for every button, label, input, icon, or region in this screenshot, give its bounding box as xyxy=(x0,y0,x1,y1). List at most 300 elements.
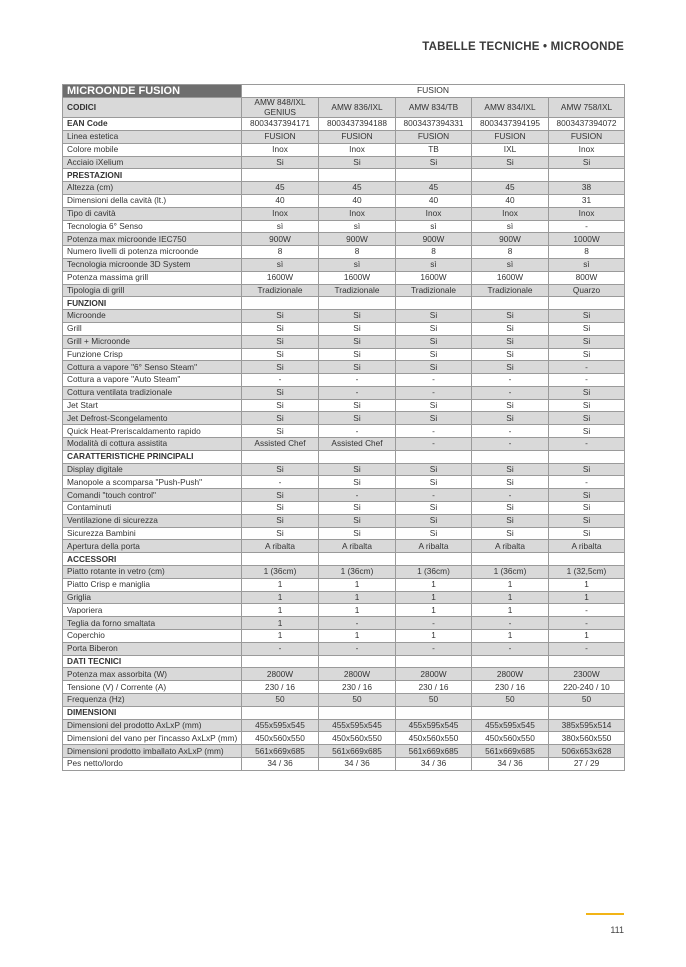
table-row xyxy=(63,630,625,643)
empty-cell xyxy=(549,655,625,668)
table-row xyxy=(63,732,625,745)
row-label: Modalità di cottura assistita xyxy=(63,438,242,451)
table-cell: Si xyxy=(549,322,625,335)
table-row xyxy=(63,425,625,438)
table-cell: Inox xyxy=(549,143,625,156)
table-cell: 1 xyxy=(396,591,472,604)
row-label: Grill + Microonde xyxy=(63,335,242,348)
table-cell: 2800W xyxy=(242,668,319,681)
table-cell: Si xyxy=(472,348,549,361)
table-cell: - xyxy=(319,386,396,399)
table-cell: 561x669x685 xyxy=(242,745,319,758)
table-cell: Si xyxy=(242,361,319,374)
table-cell: 1000W xyxy=(549,233,625,246)
table-cell: 900W xyxy=(319,233,396,246)
table-row xyxy=(63,258,625,271)
table-cell: Inox xyxy=(319,143,396,156)
table-cell: - xyxy=(472,438,549,451)
table-cell: Si xyxy=(472,476,549,489)
table-cell: 1 xyxy=(242,604,319,617)
empty-cell xyxy=(319,450,396,463)
table-title-row xyxy=(63,85,625,98)
table-cell: 1 xyxy=(242,578,319,591)
table-cell: Si xyxy=(472,310,549,323)
table-cell: 230 / 16 xyxy=(242,681,319,694)
row-label: Altezza (cm) xyxy=(63,182,242,195)
empty-cell xyxy=(242,553,319,566)
table-cell: sì xyxy=(549,258,625,271)
row-label: Dimensioni del prodotto AxLxP (mm) xyxy=(63,719,242,732)
table-cell: Si xyxy=(396,310,472,323)
table-cell: - xyxy=(242,374,319,387)
table-cell: 900W xyxy=(472,233,549,246)
table-cell: Si xyxy=(396,348,472,361)
section-title: DIMENSIONI xyxy=(63,706,242,719)
table-cell: Si xyxy=(319,502,396,515)
table-row xyxy=(63,668,625,681)
table-cell: 1600W xyxy=(242,271,319,284)
table-cell: - xyxy=(472,617,549,630)
section-header-row xyxy=(63,706,625,719)
table-cell: 34 / 36 xyxy=(396,758,472,771)
table-row xyxy=(63,412,625,425)
table-row xyxy=(63,463,625,476)
table-cell: Tradizionale xyxy=(472,284,549,297)
table-cell: Si xyxy=(549,425,625,438)
table-cell: 1 (36cm) xyxy=(472,566,549,579)
table-cell: - xyxy=(549,361,625,374)
table-row xyxy=(63,194,625,207)
table-cell: - xyxy=(472,425,549,438)
table-cell: 50 xyxy=(242,694,319,707)
table-cell: sì xyxy=(242,258,319,271)
table-cell: 1 xyxy=(396,578,472,591)
table-cell: Si xyxy=(472,156,549,169)
table-cell: Si xyxy=(319,348,396,361)
row-label: Quick Heat-Preriscaldamento rapido xyxy=(63,425,242,438)
table-row xyxy=(63,476,625,489)
table-row xyxy=(63,348,625,361)
empty-cell xyxy=(396,297,472,310)
empty-cell xyxy=(549,553,625,566)
table-cell: - xyxy=(396,386,472,399)
table-cell: 1 xyxy=(396,630,472,643)
table-cell: 1600W xyxy=(472,271,549,284)
table-cell: Si xyxy=(396,335,472,348)
table-cell: Si xyxy=(396,476,472,489)
table-cell: Si xyxy=(242,348,319,361)
row-label: Dimensioni prodotto imballato AxLxP (mm) xyxy=(63,745,242,758)
empty-cell xyxy=(396,706,472,719)
table-cell: Tradizionale xyxy=(242,284,319,297)
table-row xyxy=(63,617,625,630)
empty-cell xyxy=(549,450,625,463)
table-cell: sì xyxy=(396,258,472,271)
table-cell: 2800W xyxy=(472,668,549,681)
table-cell: - xyxy=(472,642,549,655)
table-cell: 27 / 29 xyxy=(549,758,625,771)
table-cell: Si xyxy=(319,412,396,425)
table-cell: Si xyxy=(549,348,625,361)
table-cell: 8003437394331 xyxy=(396,118,472,131)
table-cell: 40 xyxy=(242,194,319,207)
table-cell: Si xyxy=(472,514,549,527)
table-cell: Si xyxy=(396,361,472,374)
table-cell: 380x560x550 xyxy=(549,732,625,745)
table-row xyxy=(63,438,625,451)
row-label: Jet Defrost-Scongelamento xyxy=(63,412,242,425)
table-cell: Si xyxy=(319,463,396,476)
table-cell: Si xyxy=(319,322,396,335)
table-cell: Si xyxy=(396,412,472,425)
empty-cell xyxy=(319,655,396,668)
table-cell: 385x595x514 xyxy=(549,719,625,732)
empty-cell xyxy=(396,553,472,566)
table-cell: Si xyxy=(242,514,319,527)
empty-cell xyxy=(242,450,319,463)
table-cell: 8003437394188 xyxy=(319,118,396,131)
table-cell: FUSION xyxy=(472,130,549,143)
empty-cell xyxy=(549,169,625,182)
table-cell: Si xyxy=(549,514,625,527)
row-label: Griglia xyxy=(63,591,242,604)
table-cell: - xyxy=(549,642,625,655)
table-cell: 8003437394072 xyxy=(549,118,625,131)
table-cell: 8 xyxy=(396,246,472,259)
model-group-label: FUSION xyxy=(242,85,625,98)
section-title: ACCESSORI xyxy=(63,553,242,566)
table-row xyxy=(63,514,625,527)
table-row xyxy=(63,233,625,246)
row-label: Colore mobile xyxy=(63,143,242,156)
row-label: Dimensioni della cavità (lt.) xyxy=(63,194,242,207)
table-cell: FUSION xyxy=(242,130,319,143)
table-cell: 40 xyxy=(396,194,472,207)
table-cell: - xyxy=(549,438,625,451)
table-cell: Si xyxy=(242,425,319,438)
row-label: Porta Biberon xyxy=(63,642,242,655)
table-row xyxy=(63,374,625,387)
table-cell: Si xyxy=(396,399,472,412)
row-label: Dimensioni del vano per l'incasso AxLxP (mm) xyxy=(63,732,242,745)
table-cell: Si xyxy=(242,502,319,515)
model-header: AMW 836/IXL xyxy=(319,98,396,118)
table-cell: Si xyxy=(319,361,396,374)
table-cell: 8 xyxy=(549,246,625,259)
empty-cell xyxy=(472,655,549,668)
model-header: AMW 848/IXL GENIUS xyxy=(242,98,319,118)
table-row xyxy=(63,540,625,553)
row-label: Contaminuti xyxy=(63,502,242,515)
table-cell: A ribalta xyxy=(472,540,549,553)
table-cell: Si xyxy=(319,335,396,348)
table-cell: - xyxy=(396,642,472,655)
table-cell: 50 xyxy=(319,694,396,707)
table-cell: Si xyxy=(549,310,625,323)
table-row xyxy=(63,489,625,502)
table-cell: 220-240 / 10 xyxy=(549,681,625,694)
table-cell: 1 xyxy=(242,630,319,643)
table-cell: 1 xyxy=(319,630,396,643)
table-row xyxy=(63,271,625,284)
table-cell: Tradizionale xyxy=(396,284,472,297)
table-cell: Si xyxy=(472,335,549,348)
table-cell: Si xyxy=(472,399,549,412)
section-title: DATI TECNICI xyxy=(63,655,242,668)
table-cell: sì xyxy=(396,220,472,233)
table-cell: Si xyxy=(242,399,319,412)
table-cell: Si xyxy=(242,463,319,476)
table-cell: TB xyxy=(396,143,472,156)
table-cell: Si xyxy=(396,156,472,169)
table-title: MICROONDE FUSION xyxy=(63,85,242,98)
table-cell: - xyxy=(319,489,396,502)
table-cell: 2800W xyxy=(319,668,396,681)
table-cell: 45 xyxy=(396,182,472,195)
table-cell: Si xyxy=(549,386,625,399)
table-cell: 900W xyxy=(242,233,319,246)
table-cell: - xyxy=(472,374,549,387)
table-cell: Si xyxy=(242,156,319,169)
table-cell: 8 xyxy=(472,246,549,259)
table-cell: 34 / 36 xyxy=(242,758,319,771)
table-cell: Inox xyxy=(472,207,549,220)
row-label: Piatto rotante in vetro (cm) xyxy=(63,566,242,579)
table-cell: - xyxy=(319,617,396,630)
table-row xyxy=(63,681,625,694)
table-row xyxy=(63,207,625,220)
table-cell: 1 (36cm) xyxy=(396,566,472,579)
table-cell: Si xyxy=(472,463,549,476)
row-label: Cottura ventilata tradizionale xyxy=(63,386,242,399)
table-row xyxy=(63,284,625,297)
table-cell: Si xyxy=(396,463,472,476)
row-label: Pes netto/lordo xyxy=(63,758,242,771)
table-row xyxy=(63,758,625,771)
empty-cell xyxy=(549,706,625,719)
row-label: Tipo di cavità xyxy=(63,207,242,220)
table-cell: A ribalta xyxy=(242,540,319,553)
table-cell: 2300W xyxy=(549,668,625,681)
table-cell: 50 xyxy=(549,694,625,707)
table-cell: 450x560x550 xyxy=(472,732,549,745)
row-label: Vaporiera xyxy=(63,604,242,617)
row-label: Tensione (V) / Corrente (A) xyxy=(63,681,242,694)
table-cell: 1 xyxy=(319,604,396,617)
table-cell: 230 / 16 xyxy=(472,681,549,694)
table-cell: 2800W xyxy=(396,668,472,681)
table-cell: 561x669x685 xyxy=(319,745,396,758)
row-label: Cottura a vapore "Auto Steam" xyxy=(63,374,242,387)
table-cell: - xyxy=(549,604,625,617)
table-cell: 1 xyxy=(242,617,319,630)
table-cell: Si xyxy=(319,476,396,489)
table-row xyxy=(63,335,625,348)
empty-cell xyxy=(242,297,319,310)
table-cell: Inox xyxy=(549,207,625,220)
table-cell: 450x560x550 xyxy=(319,732,396,745)
page-header-title: TABELLE TECNICHE • MICROONDE xyxy=(422,41,624,53)
row-label: Coperchio xyxy=(63,630,242,643)
table-row xyxy=(63,502,625,515)
section-title: CARATTERISTICHE PRINCIPALI xyxy=(63,450,242,463)
table-cell: Si xyxy=(549,489,625,502)
table-row xyxy=(63,322,625,335)
table-row xyxy=(63,399,625,412)
row-label: Cottura a vapore "6° Senso Steam" xyxy=(63,361,242,374)
table-cell: sì xyxy=(319,220,396,233)
row-label: Tecnologia microonde 3D System xyxy=(63,258,242,271)
table-cell: Si xyxy=(472,322,549,335)
table-cell: Si xyxy=(319,399,396,412)
table-cell: - xyxy=(396,617,472,630)
table-cell: Si xyxy=(242,412,319,425)
empty-cell xyxy=(242,655,319,668)
table-cell: 1 xyxy=(549,630,625,643)
table-cell: Quarzo xyxy=(549,284,625,297)
table-cell: Si xyxy=(242,335,319,348)
table-cell: 455x595x545 xyxy=(472,719,549,732)
table-cell: - xyxy=(472,489,549,502)
empty-cell xyxy=(396,169,472,182)
table-cell: Si xyxy=(242,310,319,323)
table-row xyxy=(63,604,625,617)
table-row xyxy=(63,719,625,732)
table-cell: 1 xyxy=(549,591,625,604)
table-cell: Si xyxy=(472,412,549,425)
empty-cell xyxy=(396,450,472,463)
table-cell: 561x669x685 xyxy=(472,745,549,758)
table-cell: 1 xyxy=(319,591,396,604)
table-row xyxy=(63,118,625,131)
table-row xyxy=(63,591,625,604)
table-cell: Si xyxy=(396,502,472,515)
table-cell: 800W xyxy=(549,271,625,284)
table-row xyxy=(63,578,625,591)
table-cell: A ribalta xyxy=(396,540,472,553)
table-cell: A ribalta xyxy=(319,540,396,553)
row-label: EAN Code xyxy=(63,118,242,131)
table-cell: 31 xyxy=(549,194,625,207)
table-cell: 1 xyxy=(396,604,472,617)
table-cell: sì xyxy=(472,258,549,271)
row-label: Potenza massima grill xyxy=(63,271,242,284)
table-cell: 230 / 16 xyxy=(319,681,396,694)
table-cell: Si xyxy=(319,310,396,323)
row-label: Acciaio iXelium xyxy=(63,156,242,169)
table-cell: - xyxy=(396,374,472,387)
row-label: Teglia da forno smaltata xyxy=(63,617,242,630)
row-label: Microonde xyxy=(63,310,242,323)
row-label: Frequenza (Hz) xyxy=(63,694,242,707)
table-cell: Si xyxy=(472,527,549,540)
section-title: FUNZIONI xyxy=(63,297,242,310)
table-cell: - xyxy=(319,642,396,655)
row-label: Apertura della porta xyxy=(63,540,242,553)
table-cell: 45 xyxy=(319,182,396,195)
table-row xyxy=(63,361,625,374)
row-label: Potenza max microonde IEC750 xyxy=(63,233,242,246)
table-cell: 450x560x550 xyxy=(396,732,472,745)
table-cell: Si xyxy=(549,156,625,169)
table-cell: Si xyxy=(472,361,549,374)
section-header-row xyxy=(63,553,625,566)
table-cell: Inox xyxy=(242,143,319,156)
table-row xyxy=(63,642,625,655)
empty-cell xyxy=(396,655,472,668)
table-cell: Si xyxy=(549,399,625,412)
table-cell: - xyxy=(396,489,472,502)
empty-cell xyxy=(472,706,549,719)
row-label: Linea estetica xyxy=(63,130,242,143)
table-cell: - xyxy=(549,220,625,233)
microwave-spec-table xyxy=(62,84,625,771)
table-cell: 40 xyxy=(472,194,549,207)
model-header: AMW 758/IXL xyxy=(549,98,625,118)
table-cell: - xyxy=(472,386,549,399)
table-cell: 1 xyxy=(242,591,319,604)
section-header-row xyxy=(63,655,625,668)
table-cell: A ribalta xyxy=(549,540,625,553)
table-cell: 230 / 16 xyxy=(396,681,472,694)
table-cell: Si xyxy=(549,527,625,540)
table-cell: 1 xyxy=(472,630,549,643)
table-cell: 900W xyxy=(396,233,472,246)
table-cell: 1600W xyxy=(396,271,472,284)
table-row xyxy=(63,143,625,156)
table-cell: 1 (36cm) xyxy=(242,566,319,579)
table-cell: Inox xyxy=(396,207,472,220)
page-number: 111 xyxy=(610,925,624,935)
table-row xyxy=(63,220,625,233)
table-cell: Tradizionale xyxy=(319,284,396,297)
table-cell: 8 xyxy=(319,246,396,259)
table-cell: 1 xyxy=(472,604,549,617)
table-row xyxy=(63,694,625,707)
row-label: Comandi "touch control" xyxy=(63,489,242,502)
empty-cell xyxy=(472,553,549,566)
table-row xyxy=(63,156,625,169)
table-cell: 455x595x545 xyxy=(319,719,396,732)
table-cell: Si xyxy=(396,527,472,540)
table-cell: 38 xyxy=(549,182,625,195)
table-cell: Si xyxy=(319,156,396,169)
table-cell: 8 xyxy=(242,246,319,259)
table-cell: Si xyxy=(319,527,396,540)
model-header: AMW 834/TB xyxy=(396,98,472,118)
table-cell: 455x595x545 xyxy=(242,719,319,732)
row-label: Manopole a scomparsa "Push-Push" xyxy=(63,476,242,489)
table-cell: 1 xyxy=(472,591,549,604)
table-cell: 34 / 36 xyxy=(319,758,396,771)
table-row xyxy=(63,182,625,195)
table-cell: Si xyxy=(549,412,625,425)
section-title: PRESTAZIONI xyxy=(63,169,242,182)
table-cell: - xyxy=(319,374,396,387)
table-cell: 1 xyxy=(472,578,549,591)
table-cell: Si xyxy=(242,489,319,502)
table-cell: - xyxy=(242,476,319,489)
table-row xyxy=(63,566,625,579)
row-label: Piatto Crisp e maniglia xyxy=(63,578,242,591)
table-cell: 455x595x545 xyxy=(396,719,472,732)
table-cell: - xyxy=(549,374,625,387)
table-cell: 34 / 36 xyxy=(472,758,549,771)
table-row xyxy=(63,246,625,259)
section-header-row xyxy=(63,297,625,310)
row-label: Potenza max assorbita (W) xyxy=(63,668,242,681)
row-label: Jet Start xyxy=(63,399,242,412)
